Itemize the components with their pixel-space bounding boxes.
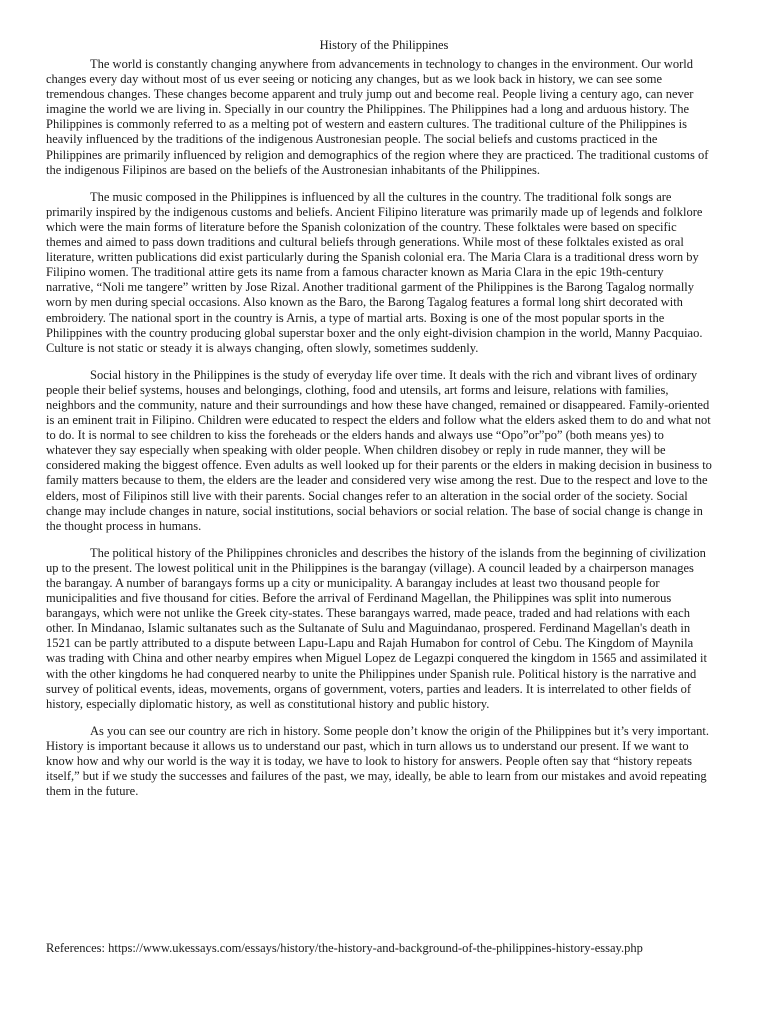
document-body (46, 57, 712, 811)
document-title: History of the Philippines (319, 38, 449, 52)
paragraph-introduction: The world is constantly changing anywhere from advancements in technology to changes in the environment. Our world changes every day without most of us ever seeing or noticing any changes, but as we look back in history, we can see some tremendous changes. These changes become apparent and truly jump out and become real. People living a century ago, can never imagine the world we are living in. Specially in our country the Philippines. The Philippines had a long and arduous history. The Philippines is commonly referred to as a melting pot of western and eastern cultures. The traditional culture of the Philippines is heavily influenced by the traditions of the indigenous Austronesian people. The social beliefs and customs practiced in the Philippines are primarily influenced by religion and demographics of the region where they are practiced. The traditional customs of the indigenous Filipinos are based on the beliefs of the Austronesian inhabitants of the Philippines. (46, 57, 709, 177)
paragraph-social-history: Social history in the Philippines is the study of everyday life over time. It deals with the rich and vibrant lives of ordinary people their belief systems, houses and belongings, clothing, food and utensils, art forms and leisure, relations with families, neighbors and the community, nature and their surroundings and how these have changed, remained or disappeared. Family-oriented is an eminent trait in Filipino. Children were educated to respect the elders and follow what the elders asked them to do and what not to do. It is normal to see children to kiss the foreheads or the elders hands and always use “Opo”or”po” (both means yes) to whatever they say especially when speaking with older people. When children disobey or reply in rude manner, they will be considered making the biggest offence. Even adults as well looked up for their parents or the elders in making decision in business to family matters because to them, the elders are the leader and considered very wise among the rest. Due to the respect and love to the elders, most of Filipinos still live with their parents. Social changes refer to an alteration in the social order of the society. Social change may include changes in nature, social institutions, social behaviors or social relation. The base of social change is change in the thought process in humans. (46, 367, 712, 533)
references: References: https://www.ukessays.com/essays/history/the-history-and-background-of-the-philippines-history-essay.php (46, 941, 643, 955)
paragraph-conclusion: As you can see our country are rich in history. Some people don’t know the origin of the Philippines but it’s very important. History is important because it allows us to understand our past, which in turn allows us to understand our present. If we want to know how and why our world is the way it is today, we have to look to history for answers. People often say that “history repeats itself,” but if we study the successes and failures of the past, we may, ideally, be able to learn from our mistakes and avoid repeating them in the future. (46, 723, 709, 799)
paragraph-political-history: The political history of the Philippines chronicles and describes the history of the islands from the beginning of civilization up to the present. The lowest political unit in the Philippines is the barangay (village). A council leaded by a chairperson manages the barangay. A number of barangays forms up a city or municipality. A barangay includes at least two thousand people for municipalities and five thousand for cities. Before the arrival of Ferdinand Magellan, the Philippines was split into numerous barangays, which were not unlike the Greek city-states. These barangays warred, made peace, traded and had relations with each other. In Mindanao, Islamic sultanates such as the Sultanate of Sulu and Maguindanao, prospered. Ferdinand Magellan's death in 1521 can be partly attributed to a dispute between Lapu-Lapu and Rajah Humabon for control of Cebu. The Kingdom of Maynila was trading with China and other nearby empires when Miguel Lopez de Legazpi conquered the kingdom in 1565 and assimilated it with the other kingdoms he had conquered nearby to unite the Philippines under Spanish rule. Political history is the narrative and survey of political events, ideas, movements, organs of government, voters, parties and leaders. It is interrelated to other fields of history, especially diplomatic history, as well as constitutional history and public history. (46, 545, 707, 711)
paragraph-culture: The music composed in the Philippines is influenced by all the cultures in the country. The traditional folk songs are primarily inspired by the indigenous customs and beliefs. Ancient Filipino literature was primarily made up of legends and folklore which were the main forms of literature before the Spanish colonization of the country. These folktales were based on specific themes and aimed to pass down traditions and cultural beliefs through generations. While most of these folktales existed as oral literature, written publications did exist particularly during the Spanish colonial era. The Maria Clara is a traditional dress worn by Filipino women. The traditional attire gets its name from a famous character known as Maria Clara in the epic 19th-century narrative, “Noli me tangere” written by Jose Rizal. Another traditional garment of the Philippines is the Barong Tagalog normally worn by men during special occasions. Also known as the Baro, the Barong Tagalog features a formal long shirt decorated with embroidery. The national sport in the country is Arnis, a type of martial arts. Boxing is one of the most popular sports in the Philippines with the country producing global superstar boxer and the only eight-division champion in the world, Manny Pacquiao. Culture is not static or steady it is always changing, often slowly, sometimes suddenly. (46, 189, 703, 355)
